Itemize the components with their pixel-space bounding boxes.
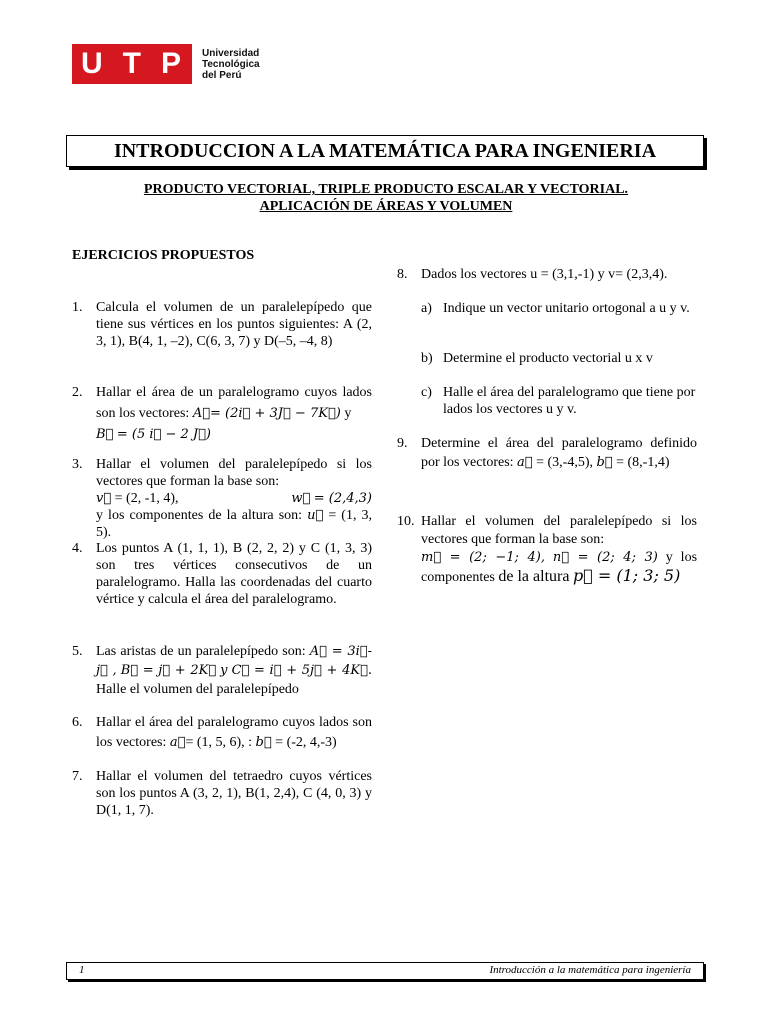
utp-logo-mark [72, 44, 192, 84]
vector-B-value: = (5 i⃗ − 2 J⃗) [116, 427, 211, 442]
exercise-number: 3. [72, 457, 83, 472]
vector-C: C⃗ = i⃗ + 5j⃗ + 4K⃗. [231, 663, 373, 678]
vector-w: w⃗ [291, 491, 311, 506]
exercise-number: 4. [72, 541, 83, 556]
sub-text: Halle el área del paralelogramo que tiene por lados los vectores u y v. [443, 385, 696, 417]
sub-text: Indique un vector unitario ortogonal a u y v. [443, 301, 690, 316]
vector-u-value: = (1, 3, 5). [96, 508, 373, 540]
subtitle-line-2: APLICACIÓN DE ÁREAS Y VOLUMEN [259, 199, 513, 214]
conjunction: y [220, 663, 228, 678]
vector-n: n⃗ = (2; 4; 3) [552, 550, 658, 565]
logo-line: Tecnológica [202, 58, 260, 70]
exercise-text: Hallar el área del paralelogramo cuyos lados son los vectores: [96, 715, 372, 750]
exercise-5 [72, 642, 372, 699]
vector-a: a⃗ [169, 735, 186, 750]
exercise-10 [397, 513, 697, 587]
vector-B: B⃗ = j⃗ + 2K⃗ [120, 663, 217, 678]
vector-m: m⃗ = (2; −1; 4), [421, 550, 545, 565]
exercise-7 [72, 768, 372, 819]
vector-v-value: = (2, -1, 4), [114, 491, 179, 506]
logo-line: Universidad [202, 47, 260, 59]
logo-line: del Perú [202, 69, 242, 81]
utp-logo [72, 44, 260, 84]
exercise-text: de la altura [498, 568, 570, 585]
exercise-1 [72, 299, 372, 350]
subtitle-line-1: PRODUCTO VECTORIAL, TRIPLE PRODUCTO ESCALAR Y VECTORIAL. [143, 182, 629, 197]
vector-A-value: = (2i⃗ + 3J⃗ − 7K⃗) [210, 406, 341, 421]
vector-a-value: = (1, 5, 6), : [185, 735, 253, 750]
exercise-number: 9. [397, 436, 408, 451]
exercise-text: Las aristas de un paralelepípedo son: [96, 644, 306, 659]
logo-university-name [202, 48, 260, 81]
vector-w-value: = (2,4,3) [313, 491, 372, 506]
vector-A: A⃗ = 3i⃗-j⃗ , [96, 644, 372, 678]
exercise-number: 7. [72, 769, 83, 784]
exercise-4 [72, 540, 372, 608]
exercise-number: 10. [397, 514, 415, 529]
exercise-8b [421, 350, 701, 367]
vector-A: A⃗ [192, 406, 211, 421]
conjunction: y [344, 406, 352, 421]
exercise-2 [72, 382, 372, 445]
vector-b: b⃗ [255, 735, 272, 750]
exercise-8c [421, 384, 701, 418]
exercise-text: y los componentes de la altura son: [96, 508, 303, 523]
exercise-text: Hallar el área de un paralelogramo cuyos lados son los vectores: [96, 385, 372, 421]
exercise-text: Dados los vectores u = (3,1,-1) y v= (2,3,4). [421, 267, 668, 282]
exercise-text: Hallar el volumen del paralelepípedo si los vectores que forman la base son: [96, 457, 372, 489]
exercise-3-vectors [96, 490, 372, 507]
sub-label: c) [421, 385, 432, 400]
exercise-text: Los puntos A (1, 1, 1), B (2, 2, 2) y C (1, 3, 3) son tres vértices consecutivos de un paralelogramo. Halla las coordenadas del cuarto vértice y calcula el área del paralelogramo. [96, 541, 372, 607]
page-number: 1 [79, 964, 85, 976]
vector-a-value: = (3,-4,5), [536, 455, 593, 470]
vector-b: b⃗ [596, 455, 613, 470]
vector-a: a⃗ [517, 455, 533, 470]
exercise-3 [72, 456, 372, 541]
exercise-number: 5. [72, 644, 83, 659]
vector-v: v⃗ [96, 491, 112, 506]
exercise-6 [72, 713, 372, 753]
exercise-number: 8. [397, 267, 408, 282]
footer-text: Introducción a la matemática para ingeniería [489, 964, 691, 976]
page-footer [66, 962, 704, 980]
sub-text: Determine el producto vectorial u x v [443, 351, 653, 366]
exercise-text: Determine el área del paralelogramo definido por los vectores: [421, 436, 697, 470]
section-heading: EJERCICIOS PROPUESTOS [72, 248, 255, 263]
exercise-text: Halle el volumen del paralelepípedo [96, 682, 299, 697]
exercise-8 [397, 266, 707, 283]
exercise-text: Hallar el volumen del tetraedro cuyos vértices son los puntos A (3, 2, 1), B(1, 2,4), C (4, 0, 3) y D(1, 1, 7). [96, 769, 372, 818]
exercise-text: Hallar el volumen del paralelepípedo si los vectores que forman la base son: [421, 514, 697, 547]
exercise-number: 2. [72, 385, 83, 400]
vector-B: B⃗ [96, 427, 114, 442]
vector-b-value: = (8,-1,4) [616, 455, 670, 470]
document-title: INTRODUCCION A LA MATEMÁTICA PARA INGENIERIA [66, 135, 704, 167]
exercise-text: y los componentes [421, 550, 698, 585]
vector-b-value: = (-2, 4,-3) [275, 735, 337, 750]
sub-label: a) [421, 301, 432, 316]
vector-u: u⃗ [307, 508, 324, 523]
exercise-number: 6. [72, 715, 83, 730]
sub-label: b) [421, 351, 433, 366]
exercise-8a [421, 300, 701, 317]
exercise-text: Calcula el volumen de un paralelepípedo que tiene sus vértices en los puntos siguientes: A (2, 3, 1), B(4, 1, –2), C(6, 3, 7) y D(–5, –4, 8) [96, 300, 372, 349]
logo-letter: T [122, 47, 143, 80]
logo-letter: U [80, 47, 105, 80]
exercise-number: 1. [72, 300, 83, 315]
exercise-9 [397, 434, 697, 472]
logo-letter: P [160, 47, 183, 80]
vector-p: p⃗ = (1; 3; 5) [572, 566, 681, 585]
